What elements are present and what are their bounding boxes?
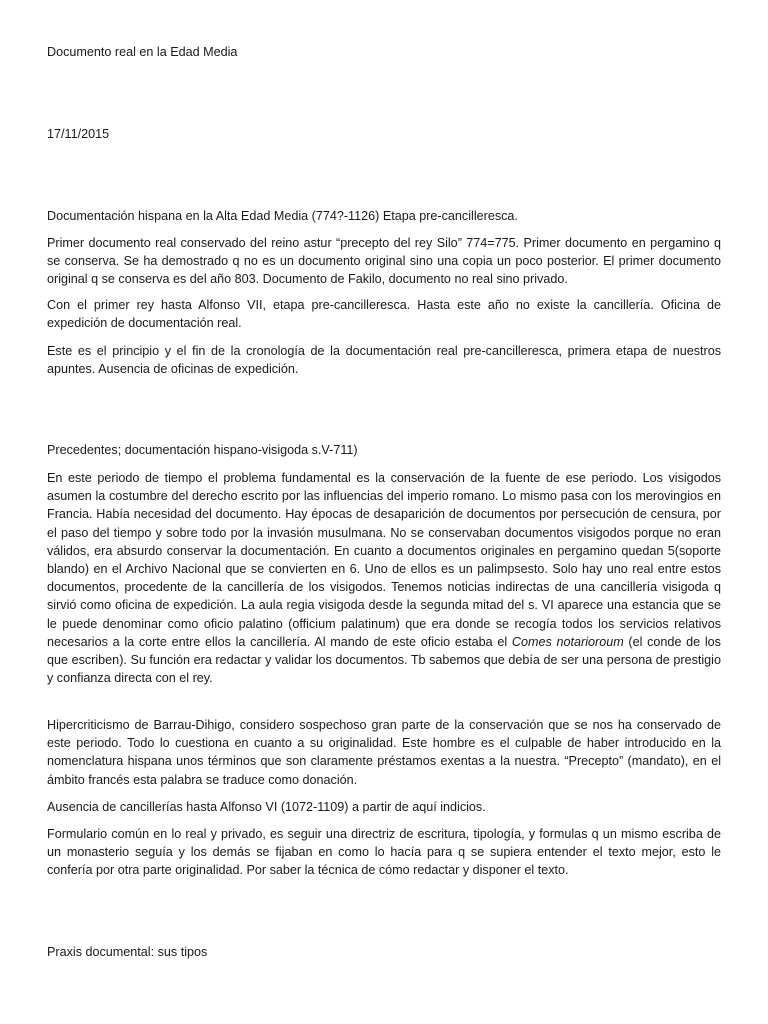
paragraph-periodo-visigodo-text-2: (el conde de los que escriben). Su función era redactar y validar los documentos. Tb sabemos que debía de ser una persona de prestigio y confianza directa con el rey. — [47, 634, 721, 686]
paragraph-formulario-comun: Formulario común en lo real y privado, es seguir una directriz de escritura, tipología, y formulas q un mismo escriba de un monasterio seguía y los demás se fijaban en como lo hacía para q se supiera entender el texto mejor, esto le confería por otra parte originalidad. Por saber la técnica de cómo redactar y disponer el texto. — [47, 827, 721, 878]
paragraph-hipercriticismo: Hipercriticismo de Barrau-Dihigo, considero sospechoso gran parte de la conservación que se nos ha conservado de este periodo. Todo lo cuestiona en cuanto a su originalidad. Este hombre es el culpable de haber introducido en la nomenclatura hispana unos términos que son claramente préstamos exentas a la nuestra. “Precepto” (mandato), en el ámbito francés esta palabra se traduce como donación. — [47, 718, 721, 787]
paragraph-ausencia-cancillerias: Ausencia de cancillerías hasta Alfonso VI (1072-1109) a partir de aquí indicios. — [47, 800, 486, 814]
paragraph-primer-documento: Primer documento real conservado del reino astur “precepto del rey Silo” 774=775. Primer documento en pergamino q se conserva. Se ha demostrado q no es un documento original sino una copia un poco posterior. El primer documento original q se conserva es del año 803. Documento de Fakilo, documento no real sino privado. — [47, 236, 721, 287]
paragraph-cronologia: Este es el principio y el fin de la cronología de la documentación real pre-cancilleresca, primera etapa de nuestros apuntes. Ausencia de oficinas de expedición. — [47, 344, 721, 377]
document-date: 17/11/2015 — [47, 127, 110, 141]
paragraph-pre-cancilleresca: Con el primer rey hasta Alfonso VII, etapa pre-cancilleresca. Hasta este año no existe la cancillería. Oficina de expedición de documentación real. — [47, 298, 721, 331]
comes-notarioroum-term: Comes notarioroum — [511, 634, 624, 649]
section-heading-alta-edad-media: Documentación hispana en la Alta Edad Media (774?-1126) Etapa pre-cancilleresca. — [47, 209, 518, 223]
paragraph-periodo-visigodo-text-1: En este periodo de tiempo el problema fundamental es la conservación de la fuente de ese periodo. Los visigodos asumen la costumbre del derecho escrito por las influencias del imperio romano. Lo mismo pasa con los merovingios en Francia. Había necesidad del documento. Hay épocas de desaparición de documentos por persecución de censura, por el paso del tiempo y sobre todo por la invasión musulmana. No se conservaban documentos visigodos porque no eran válidos, era absurdo conservar la documentación. En cuanto a documentos originales en pergamino quedan 5(soporte blando) en el Archivo Nacional que se convierten en 6. Uno de ellos es un palimpsesto. Solo hay uno real entre estos documentos, procedente de la cancillería de los visigodos. Tenemos noticias indirectas de una cancillería visigoda q sirvió como oficina de expedición. La aula regia visigoda desde la segunda mitad del s. VI aparece una estancia que se le puede denominar como oficio palatino (officium palatinum) que era donde se recogía todos los servicios relativos necesarios a la corte entre ellos la cancillería. Al mando de este oficio estaba el — [47, 471, 721, 649]
section-heading-praxis-documental: Praxis documental: sus tipos — [47, 945, 208, 959]
section-heading-precedentes: Precedentes; documentación hispano-visigoda s.V-711) — [47, 443, 358, 457]
document-title: Documento real en la Edad Media — [47, 45, 238, 59]
paragraph-periodo-visigodo — [47, 469, 721, 687]
